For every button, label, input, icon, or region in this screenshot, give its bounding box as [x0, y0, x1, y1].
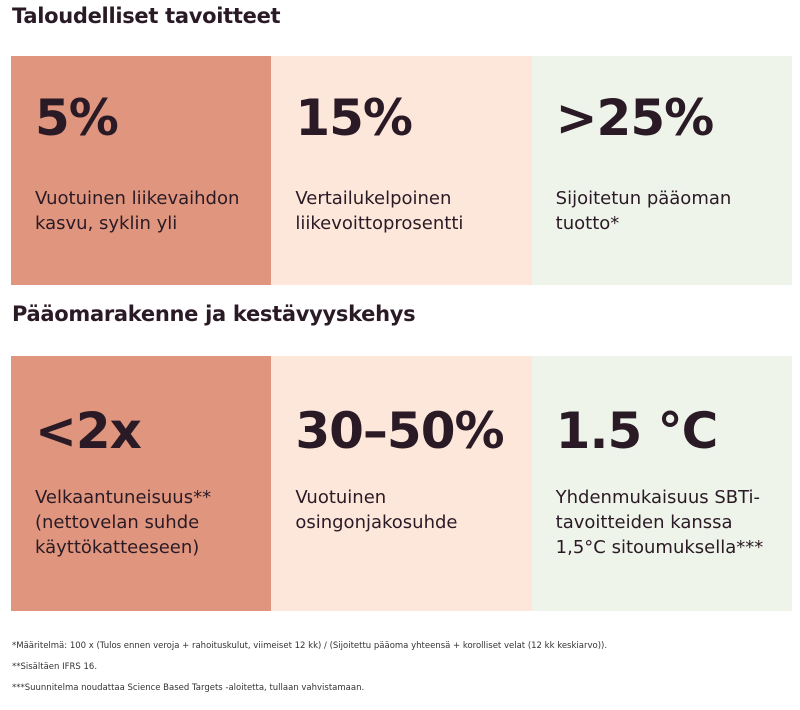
target-card-operating-margin — [271, 56, 531, 285]
target-description: Velkaantuneisuus** (nettovelan suhde käyttökatteeseen) — [35, 487, 212, 558]
target-description: Yhdenmukaisuus SBTi-tavoitteiden kanssa 1,5°C sitoumuksella*** — [555, 487, 764, 558]
section-title-financial-targets: Taloudelliset tavoitteet — [12, 4, 281, 28]
target-card-climate — [532, 356, 792, 611]
target-description: Sijoitetun pääoman tuotto* — [555, 188, 732, 234]
financial-targets-row — [11, 56, 792, 285]
target-value: <2x — [35, 402, 141, 460]
footnote-sbti: ***Suunnitelma noudattaa Science Based Targets -aloitetta, tullaan vahvistamaan. — [12, 683, 365, 693]
section-title-capital-structure: Pääomarakenne ja kestävyyskehys — [12, 302, 416, 326]
target-card-payout-ratio — [271, 356, 531, 611]
target-value: 5% — [35, 89, 118, 147]
target-value: 1.5 °C — [555, 402, 718, 460]
capital-structure-row — [11, 356, 792, 611]
target-card-leverage — [11, 356, 271, 611]
target-value: 15% — [295, 89, 413, 147]
target-description: Vuotuinen osingonjakosuhde — [295, 487, 458, 533]
target-description: Vertailukelpoinen liikevoittoprosentti — [295, 188, 464, 234]
footnotes — [12, 641, 607, 704]
target-value: 30–50% — [295, 402, 504, 460]
target-value: >25% — [555, 89, 714, 147]
footnote-ifrs16: **Sisältäen IFRS 16. — [12, 662, 98, 672]
target-card-roce — [532, 56, 792, 285]
target-card-revenue-growth — [11, 56, 271, 285]
target-description: Vuotuinen liikevaihdon kasvu, syklin yli — [35, 188, 240, 234]
footnote-roce-definition: *Määritelmä: 100 x (Tulos ennen veroja + rahoituskulut, viimeiset 12 kk) / (Sijoitettu pääoma yhteensä + korolliset velat (12 kk keskiarvo)). — [12, 641, 608, 651]
